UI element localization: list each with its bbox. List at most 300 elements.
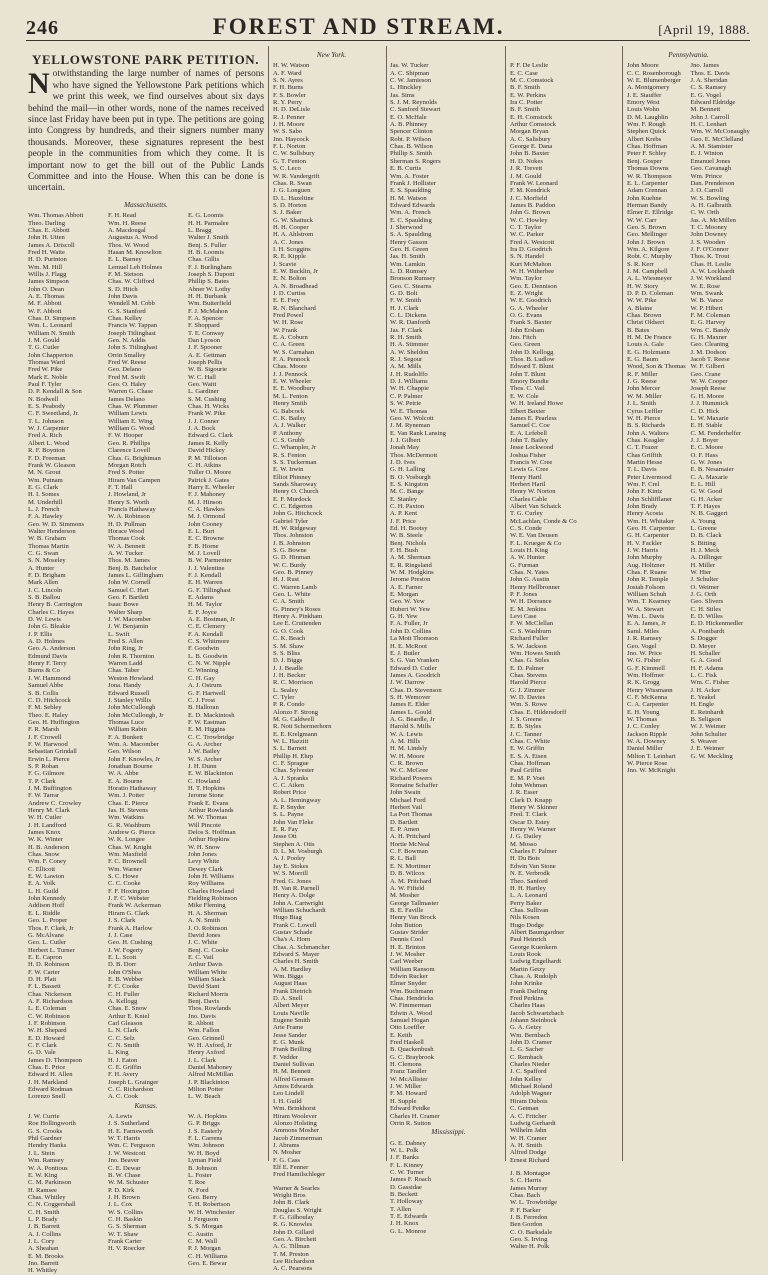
signer-name: Roy Williams	[188, 880, 225, 888]
signer-name: Gustav Strider	[390, 928, 429, 936]
signer-name: B. S. Richards	[627, 422, 666, 430]
signer-name: B. Bates	[627, 326, 650, 334]
signer-name: Frank Dietrich	[273, 987, 312, 995]
signer-name: H. H. Parmalee	[188, 219, 229, 227]
masthead-title: FOREST AND STREAM.	[212, 14, 505, 39]
signer-name: Wm. F. Rough	[627, 121, 666, 129]
signer-name: N. E. Verbrodk	[510, 870, 550, 878]
signer-name: B. W. Chase	[108, 1171, 141, 1179]
signer-name: A. Sheahan	[28, 1245, 59, 1253]
signer-name: J. F. C. Webster	[108, 895, 150, 903]
signer-name: W. S. Carnahan	[273, 348, 315, 356]
signer-name: John R. Temple	[627, 576, 669, 584]
column-rule	[268, 46, 269, 1161]
signer-name: Benj. S. Fuller	[188, 241, 227, 249]
signer-name: William Schuh	[627, 591, 667, 599]
signer-name: W. M. Hodgkins	[390, 569, 434, 577]
signer-name: Chas. E. Abbott	[28, 226, 70, 234]
signer-name: Levy White	[188, 858, 220, 866]
signer-name: J. W. Benjamin	[108, 623, 149, 631]
signer-name: Herbert Hartl	[510, 480, 546, 488]
signer-name: F. J. McMahon	[188, 307, 228, 315]
signer-name: G. F. Kimmell	[627, 664, 665, 672]
signer-name: W. P. Hibert	[690, 304, 723, 312]
signer-name: Chas. C. White	[510, 737, 551, 745]
signer-name: A. Kellogg	[108, 997, 138, 1005]
signer-name: D. J. Biggs	[273, 657, 303, 665]
signer-name: Wm. F. Crel	[627, 480, 660, 488]
signer-name: Henry W. Warner	[510, 826, 557, 834]
signer-name: W. F. Abbott	[28, 307, 62, 315]
signer-name: Addison Hoff	[28, 902, 65, 910]
signer-name: Chas. W. Plummer	[108, 403, 158, 411]
signer-name: Phillip S. Bates	[188, 278, 229, 286]
signer-name: John G. Hitchcock	[273, 510, 323, 518]
signer-name: Erwin L. Pierce	[28, 755, 70, 763]
signer-name: F. M. Kendrick	[510, 187, 551, 195]
signer-name: M. F. Abbott	[28, 300, 62, 308]
signer-name: Wm. Ramsey	[28, 1157, 64, 1165]
signer-name: M. G. Caldwell	[273, 715, 315, 723]
signer-name: A. Macdougal	[108, 226, 146, 234]
signer-name: J. C. Spafford	[510, 1068, 547, 1076]
signer-name: J. A. Sheridan	[690, 77, 728, 85]
signer-name: C. T. Taylor	[510, 223, 542, 231]
signer-name: Fred S. Allen	[108, 638, 143, 646]
signer-name: Wm. Johnson	[188, 1142, 225, 1150]
signer-name: John O. Dean	[28, 285, 65, 293]
signer-name: Fred W. Pike	[28, 366, 63, 374]
signer-name: John J. Carroll	[690, 113, 730, 121]
signer-name: John J. Brown	[627, 238, 665, 246]
signer-name: W. C. Hall	[188, 373, 216, 381]
signer-name: William Rabin	[108, 726, 147, 734]
signer-name: O. Weimer	[690, 583, 720, 591]
signer-name: S. A. Spaulding	[390, 231, 432, 239]
signer-name: Frank Beilling	[273, 1046, 312, 1054]
signer-name: John Cooney	[188, 520, 223, 528]
signer-name: Wm. Watkins	[108, 814, 144, 822]
signer-name: Wm. Putnam	[28, 476, 63, 484]
signer-name: C. N. Smith	[108, 1042, 140, 1049]
signer-name: T. Roe	[188, 1179, 206, 1187]
signer-name: Johann Steinbock	[510, 1017, 557, 1025]
signer-name: E. S. Spaulding	[390, 187, 432, 195]
signer-name: H. Ramsee	[28, 1186, 57, 1194]
signer-name: James D. Thompson	[28, 1056, 82, 1064]
signer-name: Michael Ford	[390, 796, 426, 804]
signer-name: John A. Cartwright	[273, 899, 324, 907]
signer-name: E. E. Woodbury	[273, 385, 316, 393]
signer-name: Wm. T. Kearney	[627, 598, 671, 606]
signer-name: C. R. Brown	[390, 760, 424, 767]
signer-name: Tuller O. Moore	[188, 469, 232, 477]
signer-name: T. P. Clark	[28, 777, 56, 785]
signer-name: A. M. Pritchard	[390, 877, 432, 885]
signer-name: L. E. Coleman	[28, 1005, 67, 1013]
signer-name: Chas. A. Schmancher	[273, 943, 330, 951]
pennsylvania-column-2	[627, 50, 750, 775]
signer-name: W. S. Morrill	[273, 870, 308, 878]
signer-name: Wm. L. Davis	[627, 613, 665, 621]
signer-name: J. J. Conner	[188, 417, 220, 425]
signer-name: E. G. Baum	[627, 356, 659, 364]
signer-name: Wm. S. Rowe	[510, 701, 547, 709]
signer-name: John D. Cramer	[510, 1039, 552, 1047]
signer-name: Henry Van Brock	[390, 914, 437, 922]
signer-name: Horace Wood	[108, 527, 145, 535]
signer-name: C. F. Clark	[28, 1042, 57, 1049]
signer-name: Geo. Berry	[188, 1193, 218, 1201]
signer-name: M. W. Thomas	[188, 814, 228, 822]
signer-name: W. Hier	[690, 569, 712, 577]
signer-name: C. W. Orth	[690, 209, 720, 217]
signer-name: Chas. N. Yates	[510, 569, 549, 577]
signer-name: H. M. Bennett	[273, 1068, 311, 1076]
signer-name: J. M. Campbell	[627, 267, 668, 275]
signer-name: E. Adams	[188, 594, 214, 602]
signer-name: G. O. Cook	[273, 627, 304, 635]
signer-name: W. H. Cutler	[28, 814, 62, 822]
signer-name: S. S. Morgan	[188, 1223, 223, 1231]
signer-name: Chas. Sullivan	[510, 906, 549, 914]
signer-name: E. E. Frey	[273, 297, 300, 305]
signer-name: Lee E. Cruttenden	[273, 620, 322, 628]
signer-name: C. M. Wall	[188, 1237, 218, 1245]
signer-name: Chas. E. Pierce	[108, 799, 149, 807]
signer-name: Edward D. Cutler	[390, 664, 437, 672]
signer-list	[108, 212, 184, 1101]
signer-name: J. E. Stauffer	[627, 91, 662, 99]
signer-name: J. W. Fogerty	[108, 946, 144, 954]
signer-name: Jas. H. Smith	[390, 253, 426, 261]
signer-name: John H. Utten	[28, 234, 65, 242]
signer-name: D. P. Kendall & Son	[28, 388, 82, 396]
signer-name: Geo. B. Pinney	[273, 569, 314, 577]
signer-name: S. J. M. Reynolds	[390, 99, 437, 107]
signer-name: Jay E. Stokes	[273, 862, 309, 870]
signer-name: J. W. Mosher	[390, 950, 425, 958]
signer-name: E. D. Howard	[28, 1034, 65, 1042]
signer-name: George Kuenkern	[510, 943, 557, 951]
signer-name: John Krinke	[510, 980, 543, 988]
signer-name: L. G. Sacher	[510, 1046, 544, 1054]
signer-name: Geo. Slivers	[690, 598, 724, 606]
signer-name: J. B. Montague	[510, 1169, 551, 1177]
signer-name: Joseph L. Grainger	[108, 1078, 159, 1086]
signer-name: James E. Elder	[390, 701, 430, 709]
signer-name: Martin Getzy	[510, 965, 546, 973]
signer-name: Thos. M. James	[108, 557, 150, 565]
signer-name: Joseph Titlinghast	[108, 329, 156, 337]
signer-name: Wm. C. Bandy	[690, 326, 731, 334]
signer-name: Geo. Delano	[108, 366, 142, 374]
signer-name: Phillip S. Smith	[390, 150, 432, 158]
signer-name: Sherman S. Rogers	[390, 157, 441, 165]
signer-name: C. J. Frost	[188, 696, 216, 704]
signer-name: C. F. Bowman	[390, 848, 428, 856]
new-york-column-1	[273, 50, 390, 1273]
signer-name: E. J. Winton	[690, 150, 724, 158]
signer-name: Mark Allen	[28, 579, 59, 587]
signer-name: W. Fimmerman	[390, 1002, 432, 1010]
signer-name: M. C. Bange	[390, 488, 424, 496]
signer-name: Alfred McMillan	[188, 1071, 234, 1079]
signer-name: F. W. Tarrar	[28, 792, 60, 800]
signer-name: Geo. Vogel	[627, 642, 657, 650]
signer-name: A. F. Richardson	[28, 997, 73, 1005]
signer-name: John D. Gillard	[273, 1228, 314, 1236]
signer-name: H. M. De France	[627, 334, 672, 342]
signer-name: A. W. Hunter	[510, 554, 546, 562]
signer-name: T. Allen	[390, 1205, 412, 1213]
signer-name: Fred Hamilschleger	[273, 1171, 326, 1179]
signer-name: Charles Haas	[510, 1002, 545, 1010]
signer-name: Burns & Co	[28, 667, 60, 675]
signer-name: F. J. Kendall	[188, 572, 222, 579]
signer-name: R. H. Smith	[390, 334, 422, 342]
signer-name: D. Meyer	[690, 642, 716, 650]
signer-name: Wm. Biggs	[273, 972, 304, 980]
signer-name: Chas. G. Brightman	[108, 454, 161, 462]
signer-name: M. L. Fenton	[273, 392, 308, 400]
signer-name: Emanuel Jones	[690, 157, 731, 165]
signer-name: H. W. Ridgeway	[273, 525, 317, 532]
signer-name: C. S. Washburn	[510, 627, 552, 635]
signer-name: H. H. Cooper	[273, 223, 309, 231]
signer-name: Charles H. Cramer	[390, 1112, 440, 1120]
signer-name: E. G. Munk	[273, 1039, 305, 1047]
signer-name: J. M. Dodson	[690, 348, 727, 356]
signer-name: Roe Hollingworth	[28, 1120, 76, 1128]
signer-name: Thos. K. Trout	[690, 253, 730, 261]
signer-name: Benj. B. Batchelor	[108, 564, 158, 572]
signer-name: G. J. Zimmer	[510, 686, 546, 694]
signer-name: James Delano	[108, 395, 145, 403]
signer-name: C. H. Atkins	[188, 461, 221, 469]
signer-name: Chas. Nickerson	[28, 990, 72, 998]
signer-name: Josiah Folsom	[627, 583, 665, 591]
signer-name: G. H. Acker	[690, 495, 723, 503]
signer-name: W. H. Ireland Howe	[510, 400, 564, 408]
signer-name: S. L. Payne	[273, 811, 304, 819]
signer-name: Chas. E. Snow	[108, 1005, 147, 1013]
signer-name: Romaine Schaffer	[390, 782, 438, 790]
signer-name: E. B. Nesamaier	[690, 466, 734, 474]
signer-name: Willis J. Flagg	[28, 270, 67, 278]
signer-name: A. G. Beardle, Jr	[390, 715, 435, 723]
signer-name: Albert Krebs	[627, 135, 662, 143]
signer-name: S. D. Horton	[273, 201, 307, 209]
signer-name: H. E. Brinton	[390, 943, 426, 951]
signer-name: J. B. Johnston	[273, 539, 311, 547]
signer-name: C. Getman	[510, 1105, 539, 1113]
signer-name: E. G. Loomis	[188, 212, 224, 220]
signer-name: John S. Titlinghast	[108, 344, 158, 352]
signer-name: S. B. Ballou	[28, 594, 61, 602]
signer-name: Jas. H. Stevens	[108, 807, 148, 814]
signer-name: Gustav Schade	[273, 928, 313, 936]
signer-name: C. H. Williams	[188, 1252, 228, 1260]
signer-name: W. A. Bennett	[108, 542, 146, 550]
signer-name: J. H. Knox	[390, 1220, 419, 1228]
signer-name: L. Sealey	[273, 686, 298, 694]
signer-name: Walter J. Smith	[188, 234, 229, 242]
signer-name: H. D. Pullman	[108, 520, 147, 528]
signer-name: Wm. L. Leonard	[28, 322, 72, 330]
signer-name: M. J. Hinson	[188, 498, 223, 506]
signer-name: W. W. Cooper	[690, 378, 728, 386]
signer-name: Clarence Lovell	[108, 447, 151, 455]
signer-name: Elmer Snyder	[390, 980, 427, 988]
signer-name: H. J. Meck	[690, 547, 720, 555]
signer-name: S. Weaver	[690, 737, 718, 745]
signer-name: Hasan M. Knowlton	[108, 248, 162, 256]
signer-list	[273, 62, 390, 1178]
signer-name: Jno. W. McKnight	[627, 767, 676, 775]
signer-name: Frank W. Leonard	[510, 179, 558, 187]
signer-name: J. M. Gould	[28, 337, 60, 344]
signer-name: F. M. Stetson	[108, 270, 144, 278]
signer-name: E. Morgan	[390, 591, 419, 599]
signer-name: Chas. Whitley	[28, 1193, 66, 1201]
signer-list	[691, 62, 751, 774]
article-title: YELLOWSTONE PARK PETITION.	[32, 52, 260, 67]
signer-name: W. F. Gilbert	[690, 363, 725, 371]
signer-name: Jacob Schwartzbach	[510, 1009, 564, 1017]
signer-name: H. V. Fackler	[627, 539, 662, 547]
signer-name: W. Pierce Rose	[627, 760, 668, 767]
signer-name: Henry Acosta	[627, 510, 664, 518]
signer-name: J. G. Longuen	[273, 187, 311, 195]
signer-name: John Davis	[108, 292, 138, 300]
signer-name: Jas. A. McMillen	[690, 216, 736, 224]
signer-name: M. Bennett	[690, 106, 721, 114]
signer-name: Orrin R. Sutton	[390, 1119, 431, 1127]
signer-name: D. B. Clack	[690, 532, 722, 540]
signer-name: J. J. Valentine	[188, 564, 225, 572]
signer-name: Hugo Dodge	[510, 921, 544, 929]
signer-name: G. H. Lalling	[390, 466, 426, 474]
signer-name: L. B. Goodwin	[188, 652, 228, 660]
signer-name: Jona. Handy	[108, 682, 141, 690]
signer-name: Adam Crennan	[627, 187, 668, 195]
signer-name: Geo. E. Dennison	[510, 282, 557, 290]
signer-name: Samuel Hogan	[390, 1017, 430, 1025]
signer-name: F. M. Coleman	[690, 312, 730, 320]
signer-name: L. N. Clark	[108, 1027, 139, 1035]
signer-name: Arthur Hopkins	[188, 836, 230, 844]
signer-name: S. N. Ayres	[273, 77, 303, 85]
signer-name: James Simpson	[28, 278, 69, 286]
signer-name: Robert Price	[273, 789, 307, 797]
signer-name: Jas. W. Tucker	[390, 62, 429, 70]
signer-name: Franz Tandler	[390, 1068, 427, 1076]
signer-name: E. W. Griffin	[510, 745, 545, 753]
signer-name: A. Young	[690, 517, 716, 525]
signer-name: E. Yeakel	[690, 693, 716, 701]
signer-name: Wm. Maxfield	[108, 851, 147, 859]
signer-name: F. W. Carter	[28, 968, 60, 976]
signer-name: John D. Collins	[390, 627, 432, 635]
signer-name: Wm. Lamkin	[390, 260, 426, 268]
signer-name: James Knox	[28, 829, 61, 837]
signer-name: Louis Rook	[510, 950, 541, 958]
signer-name: E. L. Burt	[188, 527, 215, 535]
signer-name: J. C. Morfield	[510, 194, 547, 202]
signer-name: W. B. Vance	[690, 297, 724, 305]
signer-name: Samuel Abbe	[28, 682, 64, 690]
signer-name: Wm. Howes Smith	[510, 649, 561, 657]
signer-name: John Murphy	[627, 554, 663, 562]
signer-name: H. A. Stimmer	[390, 341, 429, 349]
signer-name: G. A. Archer	[188, 740, 222, 748]
signer-name: Perry Baker	[510, 899, 542, 907]
signer-name: H. E. McRoot	[390, 642, 427, 650]
signer-name: L. Swift	[108, 630, 130, 638]
signer-name: Albert L. Wood	[28, 439, 70, 447]
signer-name: G. A. Good	[690, 657, 721, 665]
signer-name: J. J. Pennock	[273, 370, 308, 378]
signer-name: Dennis Cool	[390, 936, 424, 944]
signer-name: A. M. Hardley	[273, 965, 312, 973]
signer-name: C. N. W. Nipple	[188, 660, 231, 668]
signer-name: S. C. Howe	[108, 873, 139, 881]
signer-name: C. Howland	[188, 777, 220, 785]
signer-name: A. L. Hemingway	[273, 796, 321, 804]
signer-name: Chas. H. Wicks	[188, 403, 230, 411]
signer-name: H. A. Sherman	[188, 909, 228, 917]
signer-name: A. M. Hills	[390, 737, 421, 745]
signer-name: J. H. Landford	[28, 821, 67, 829]
signer-name: J. J. Case	[108, 931, 133, 939]
signer-name: F. H. Bush	[390, 547, 419, 555]
signer-name: P. M. Tillotson	[188, 454, 227, 462]
signer-name: S. G. Bowne	[273, 547, 307, 555]
signer-name: D. Gassidae	[390, 1183, 422, 1191]
signer-name: David Jones	[188, 931, 221, 939]
signer-name: Wm. Swank	[690, 290, 724, 297]
signer-name: Henry B. Carrington	[28, 601, 83, 609]
signer-name: Chas. E. Price	[28, 1064, 66, 1072]
signer-name: B. Quackenbush	[390, 1046, 434, 1054]
signer-name: Benj. Davis	[188, 997, 220, 1005]
signer-name: Nils Kosen	[510, 914, 540, 922]
signer-name: Francis W. Cree	[510, 458, 553, 466]
signer-name: Emory Bundie	[510, 378, 549, 386]
signer-name: Henry Gasson	[390, 238, 428, 246]
signer-name: John R. Thornton	[108, 652, 155, 660]
signer-name: W. H. Winchester	[188, 1208, 235, 1216]
signer-name: Charles Nieder	[510, 1061, 550, 1069]
signer-name: J. C. Tanner	[510, 730, 542, 738]
signer-name: J. W. Harris	[627, 547, 659, 555]
signer-name: F. Vedder	[273, 1053, 298, 1061]
signer-name: Geo. Crane	[690, 370, 721, 378]
signer-name: Thomas Ward	[28, 359, 65, 367]
signer-name: A. C. Jones	[273, 238, 304, 246]
signer-name: F. J. Burlingham	[188, 263, 232, 271]
signer-name: Henry A. Pinkham	[273, 613, 323, 621]
signer-name: Fred. G. Jones	[273, 877, 312, 885]
signer-name: Louis A. Gale	[627, 341, 664, 349]
signer-list	[273, 1185, 390, 1273]
signer-name: Dewey Clark	[188, 865, 223, 873]
signer-name: C. H. Baskin	[108, 1215, 143, 1223]
signer-name: E. C. Spaulding	[390, 216, 432, 224]
signer-name: W. A. Abbe	[108, 770, 139, 778]
signer-name: F. S. Bowler	[273, 91, 306, 99]
